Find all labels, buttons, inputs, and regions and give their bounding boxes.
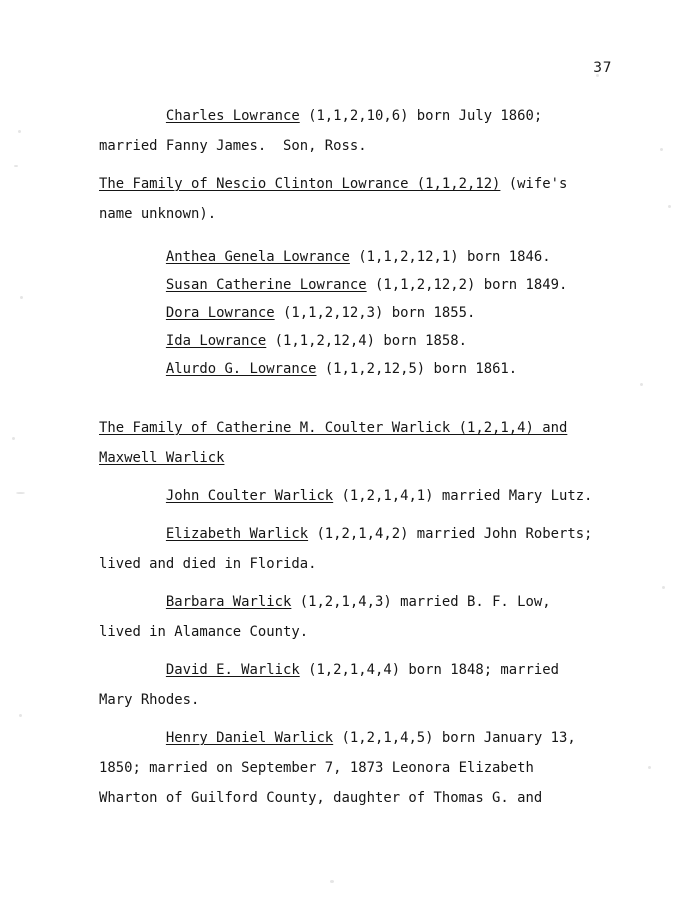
line-text: lived in Alamance County. bbox=[99, 624, 309, 640]
underlined-name: Dora Lowrance bbox=[165, 305, 275, 321]
text-line bbox=[99, 519, 619, 549]
text-line bbox=[99, 549, 619, 579]
underlined-name: The Family of Nescio Clinton Lowrance (1,1,2,12) bbox=[99, 176, 501, 192]
text-line bbox=[99, 413, 619, 443]
text-line bbox=[99, 355, 619, 383]
underlined-name: The Family of Catherine M. Coulter Warlick (1,2,1,4) and bbox=[99, 420, 568, 436]
text-block-child-list bbox=[99, 243, 619, 383]
block-gap bbox=[99, 579, 619, 587]
line-text: (1,1,2,12,3) born 1855. bbox=[274, 305, 476, 321]
text-line bbox=[99, 443, 619, 473]
line-text: name unknown). bbox=[99, 206, 217, 222]
text-line bbox=[99, 243, 619, 271]
text-block-family-heading bbox=[99, 169, 619, 229]
line-text: (1,1,2,12,4) born 1858. bbox=[266, 333, 467, 349]
line-text: Mary Rhodes. bbox=[99, 692, 200, 708]
text-block-entry bbox=[99, 587, 619, 647]
underlined-name: Henry Daniel Warlick bbox=[165, 730, 334, 746]
text-line bbox=[99, 131, 619, 161]
text-block-entry bbox=[99, 101, 619, 161]
line-text: (1,2,1,4,4) born 1848; married bbox=[299, 662, 559, 678]
underlined-name: David E. Warlick bbox=[165, 662, 300, 678]
block-gap bbox=[99, 161, 619, 169]
line-text: (1,1,2,10,6) born July 1860; bbox=[299, 108, 543, 124]
text-block-entry bbox=[99, 655, 619, 715]
line-text: (1,2,1,4,3) married B. F. Low, bbox=[291, 594, 551, 610]
block-gap bbox=[99, 229, 619, 243]
text-line bbox=[99, 271, 619, 299]
line-indent bbox=[99, 277, 166, 293]
underlined-name: Elizabeth Warlick bbox=[165, 526, 309, 542]
underlined-name: John Coulter Warlick bbox=[165, 488, 334, 504]
text-line bbox=[99, 685, 619, 715]
text-line bbox=[99, 617, 619, 647]
text-line bbox=[99, 753, 619, 783]
text-line bbox=[99, 655, 619, 685]
text-block-family-heading bbox=[99, 413, 619, 473]
text-block-entry bbox=[99, 481, 619, 511]
block-gap bbox=[99, 715, 619, 723]
line-text: (1,2,1,4,5) born January 13, bbox=[333, 730, 576, 746]
line-indent bbox=[99, 526, 166, 542]
page-number: 37 bbox=[593, 60, 612, 76]
underlined-name: Susan Catherine Lowrance bbox=[165, 277, 367, 293]
block-gap bbox=[99, 383, 619, 413]
text-line bbox=[99, 587, 619, 617]
line-indent bbox=[99, 662, 166, 678]
underlined-name: Anthea Genela Lowrance bbox=[165, 249, 350, 265]
line-text: lived and died in Florida. bbox=[99, 556, 317, 572]
line-indent bbox=[99, 488, 166, 504]
text-line bbox=[99, 169, 619, 199]
line-indent bbox=[99, 249, 166, 265]
line-text: (1,2,1,4,2) married John Roberts; bbox=[308, 526, 593, 542]
underlined-name: Charles Lowrance bbox=[165, 108, 300, 124]
text-line bbox=[99, 481, 619, 511]
underlined-name: Ida Lowrance bbox=[165, 333, 267, 349]
line-text: (1,2,1,4,1) married Mary Lutz. bbox=[333, 488, 593, 504]
text-line bbox=[99, 783, 619, 813]
text-line bbox=[99, 299, 619, 327]
underlined-name: Maxwell Warlick bbox=[99, 450, 225, 466]
underlined-name: Barbara Warlick bbox=[165, 594, 292, 610]
line-indent bbox=[99, 361, 166, 377]
document-body bbox=[99, 101, 619, 813]
line-indent bbox=[99, 594, 166, 610]
line-indent bbox=[99, 305, 166, 321]
text-line bbox=[99, 101, 619, 131]
text-block-entry bbox=[99, 723, 619, 813]
line-indent bbox=[99, 108, 166, 124]
line-text: (1,1,2,12,1) born 1846. bbox=[349, 249, 551, 265]
line-indent bbox=[99, 333, 166, 349]
underlined-name: Alurdo G. Lowrance bbox=[165, 361, 317, 377]
line-indent bbox=[99, 730, 166, 746]
line-text: (1,1,2,12,2) born 1849. bbox=[366, 277, 568, 293]
text-line bbox=[99, 723, 619, 753]
line-text: (1,1,2,12,5) born 1861. bbox=[316, 361, 518, 377]
text-block-entry bbox=[99, 519, 619, 579]
text-line bbox=[99, 199, 619, 229]
line-text: (wife's bbox=[500, 176, 568, 192]
line-text: Wharton of Guilford County, daughter of Thomas G. and bbox=[99, 790, 543, 806]
block-gap bbox=[99, 647, 619, 655]
block-gap bbox=[99, 473, 619, 481]
line-text: married Fanny James. Son, Ross. bbox=[99, 138, 367, 154]
text-line bbox=[99, 327, 619, 355]
block-gap bbox=[99, 511, 619, 519]
line-text: 1850; married on September 7, 1873 Leonora Elizabeth bbox=[99, 760, 534, 776]
